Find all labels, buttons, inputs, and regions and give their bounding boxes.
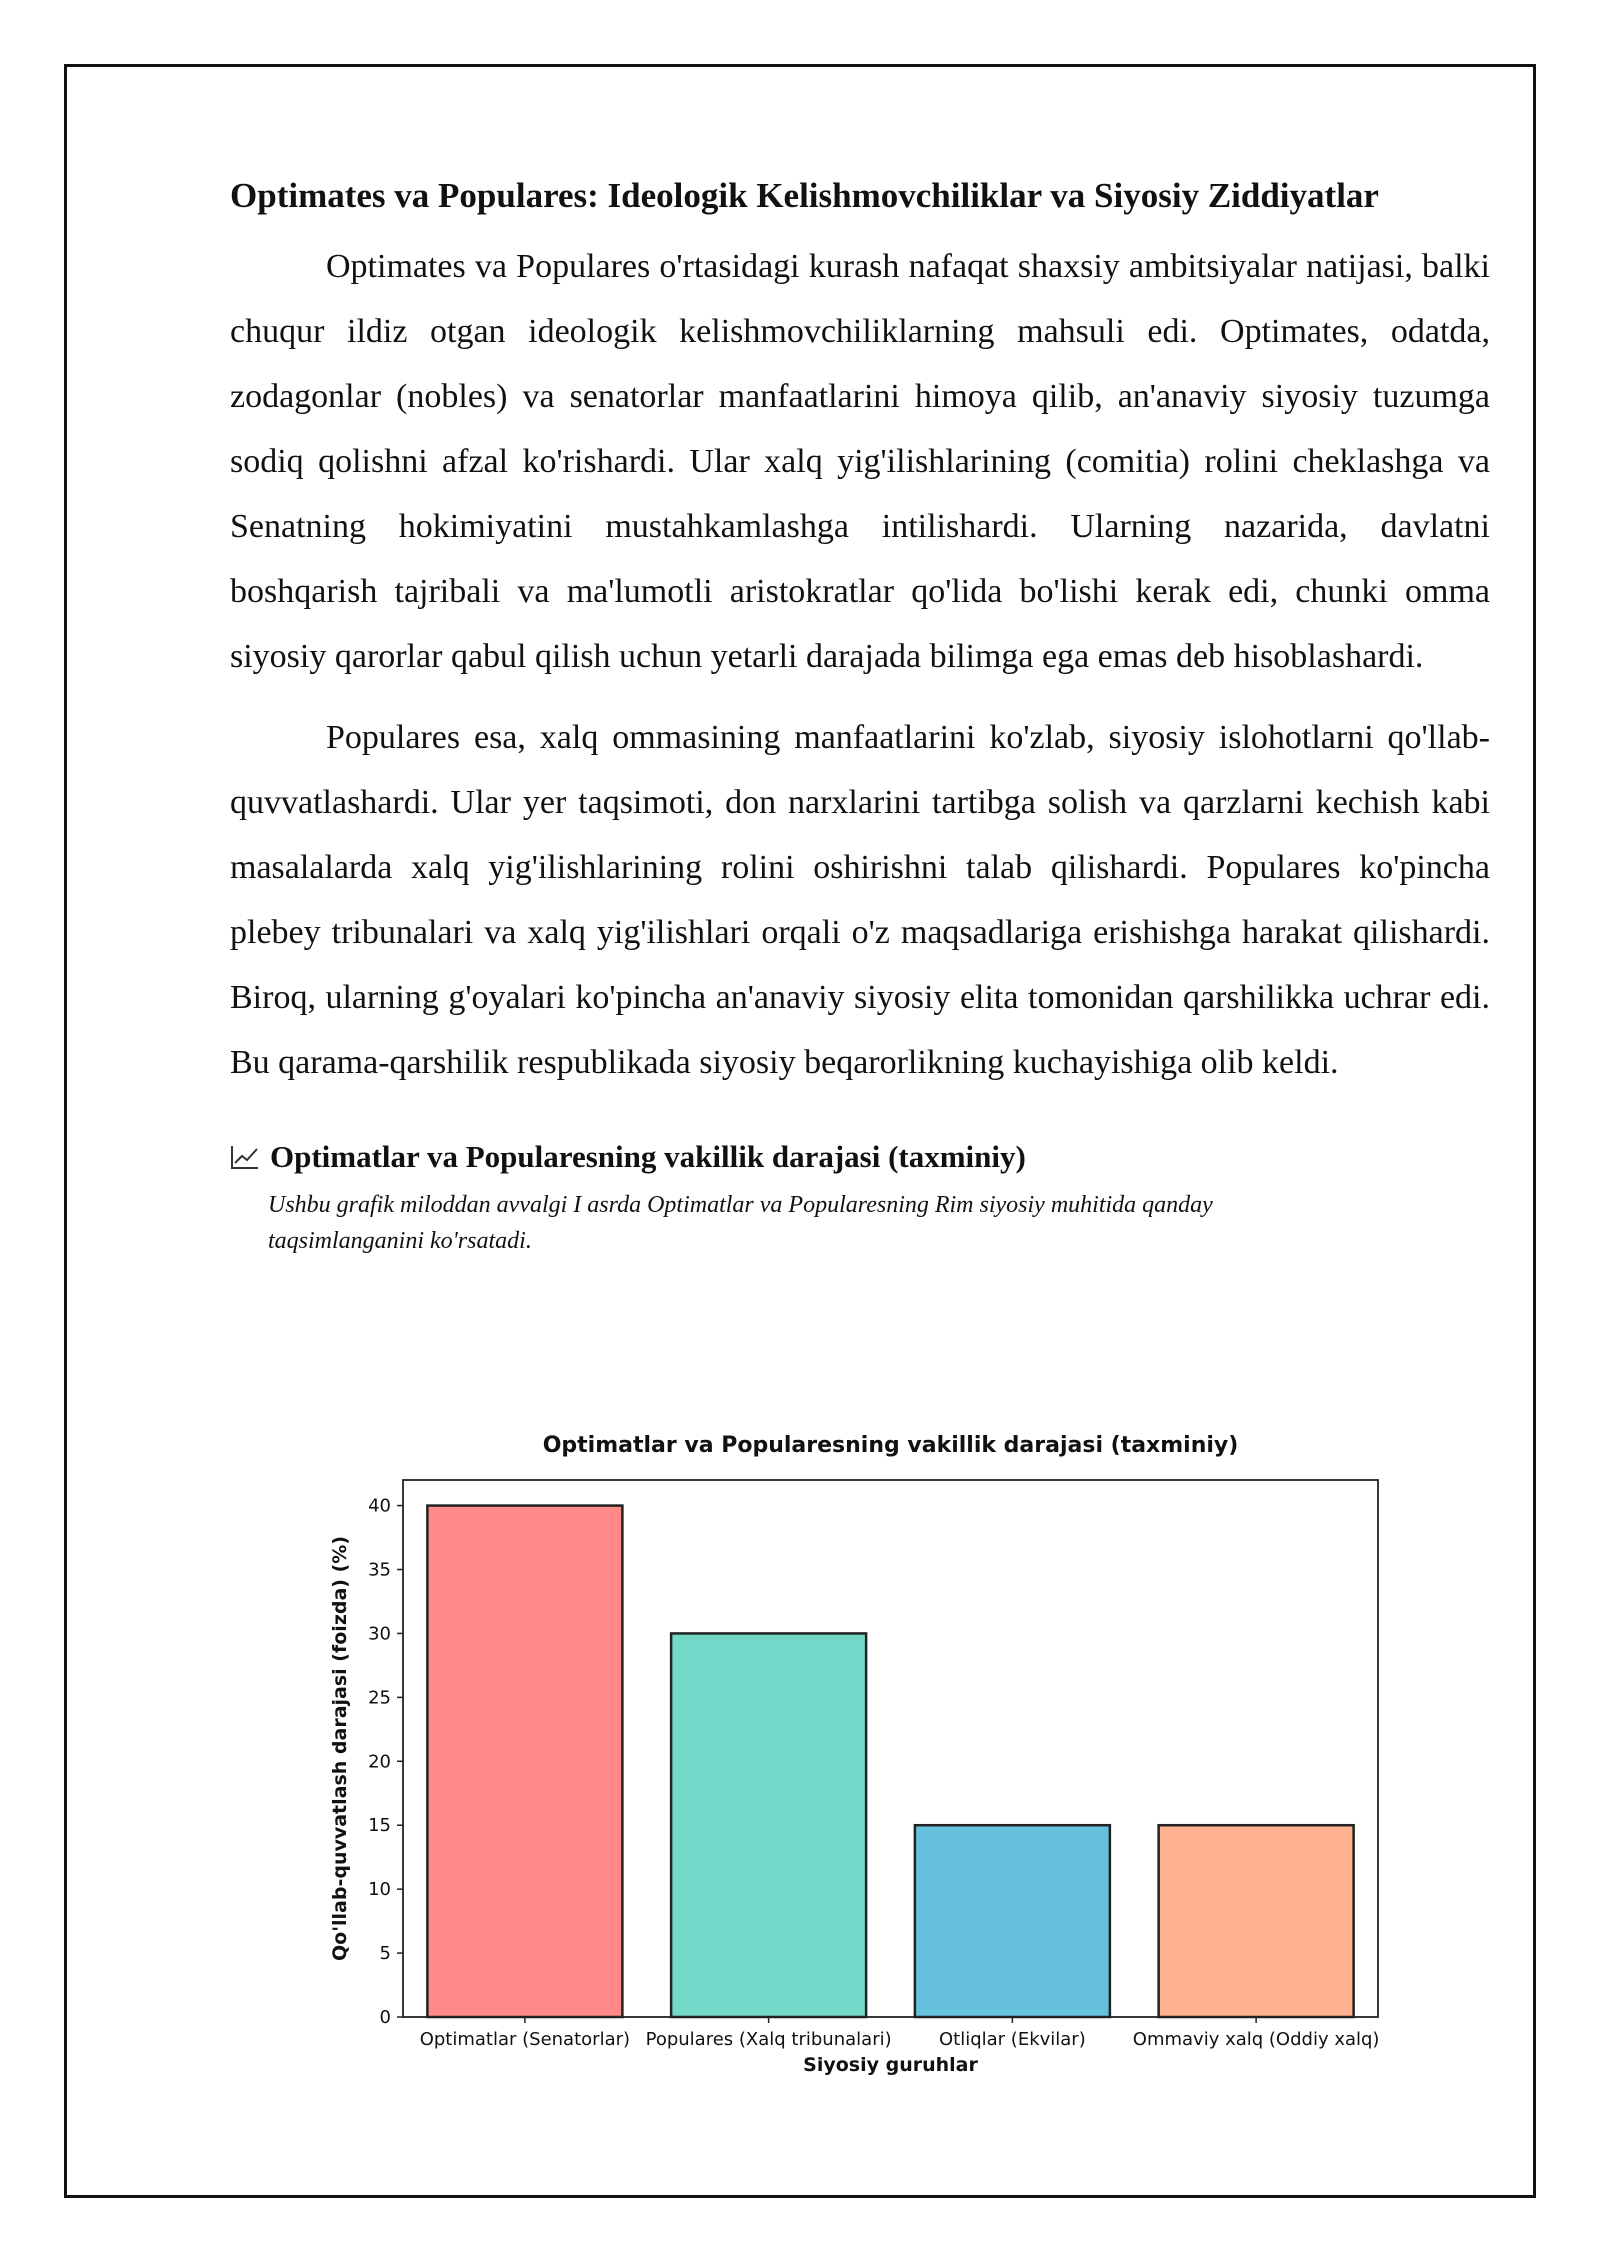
bar-2 [915, 1825, 1110, 2017]
y-tick-label-8: 40 [368, 1495, 391, 1517]
chart-line-icon [230, 1144, 260, 1170]
bar-3 [1159, 1825, 1354, 2017]
figure-caption: Ushbu grafik miloddan avvalgi I asrda Optimatlar va Popularesning Rim siyosiy muhitida qanday taqsimlanganini ko'rsatadi. [268, 1192, 1213, 1254]
y-tick-label-5: 25 [368, 1687, 391, 1709]
x-tick-label-3: Ommaviy xalq (Oddiy xalq) [1132, 2029, 1380, 2050]
bar-0 [427, 1506, 622, 2017]
figure-title [230, 1139, 1490, 1175]
document-body [230, 170, 1490, 1259]
y-tick-label-0: 0 [379, 2007, 391, 2028]
x-axis-label: Siyosiy guruhlar [803, 2054, 978, 2076]
paragraph-2: Populares esa, xalq ommasining manfaatlarini ko'zlab, siyosiy islohotlarni qo'llab-quvvatlashardi. Ular yer taqsimoti, don narxlarini tartibga solish va qarzlarni kechish kabi masalalarda xalq yig'ilishlarining rolini oshirishni talab qilishardi. Populares ko'pincha plebey tribunalari va xalq yig'ilishlari orqali o'z maqsadlariga erishishga harakat qilishardi. Biroq, ularning g'oyalari ko'pincha an'anaviy siyosiy elita tomonidan qarshilikka uchrar edi. Bu qarama-qarshilik respublikada siyosiy beqarorlikning kuchayishiga olib keldi. [230, 719, 1490, 1081]
x-tick-label-2: Otliqlar (Ekvilar) [939, 2029, 1086, 2050]
x-tick-label-0: Optimatlar (Senatorlar) [419, 2029, 631, 2050]
bar-chart-svg [300, 1420, 1420, 2100]
bar-chart [300, 1420, 1420, 2100]
y-tick-label-4: 20 [368, 1751, 391, 1773]
chart-title: Optimatlar va Popularesning vakillik darajasi (taxminiy) [542, 1433, 1239, 1458]
y-tick-label-7: 35 [368, 1559, 391, 1581]
paragraph-1: Optimates va Populares o'rtasidagi kurash nafaqat shaxsiy ambitsiyalar natijasi, balki chuqur ildiz otgan ideologik kelishmovchiliklarning mahsuli edi. Optimates, odatda, zodagonlar (nobles) va senatorlar manfaatlarini himoya qilib, an'anaviy siyosiy tuzumga sodiq qolishni afzal ko'rishardi. Ular xalq yig'ilishlarining (comitia) rolini cheklashga va Senatning hokimiyatini mustahkamlashga intilishardi. Ularning nazarida, davlatni boshqarish tajribali va ma'lumotli aristokratlar qo'lida bo'lishi kerak edi, chunki omma siyosiy qarorlar qabul qilish uchun yetarli darajada bilimga ega emas deb hisoblashardi. [230, 248, 1490, 675]
y-tick-label-6: 30 [368, 1623, 391, 1645]
y-axis-label: Qo'llab-quvvatlash darajasi (foizda) (%) [329, 1535, 351, 1962]
y-tick-label-1: 5 [379, 1943, 391, 1965]
y-tick-label-2: 10 [368, 1879, 391, 1901]
section-heading: Optimates va Populares: Ideologik Kelishmovchiliklar va Siyosiy Ziddiyatlar [230, 176, 1379, 215]
x-tick-label-1: Populares (Xalq tribunalari) [645, 2029, 892, 2050]
figure-title-text: Optimatlar va Popularesning vakillik darajasi (taxminiy) [270, 1139, 1026, 1174]
y-tick-label-3: 15 [368, 1815, 391, 1837]
bar-1 [671, 1633, 866, 2017]
